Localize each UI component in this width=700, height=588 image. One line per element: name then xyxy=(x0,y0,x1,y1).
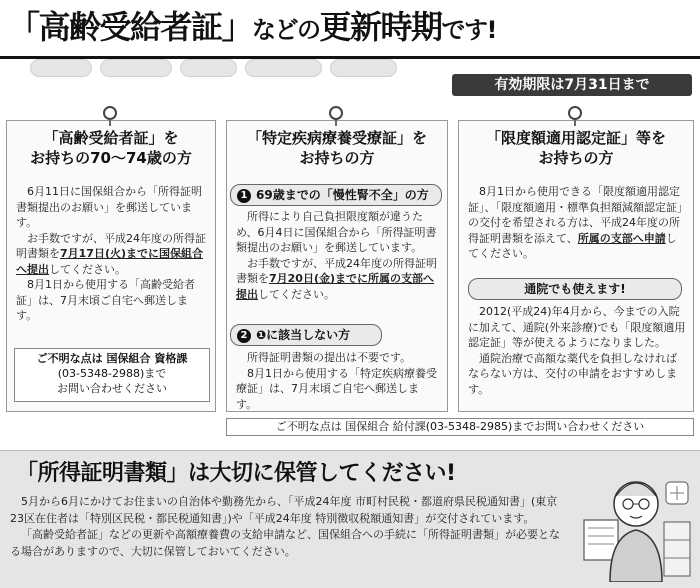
elderly-man-illustration xyxy=(580,462,696,582)
inquiry-line-3: お問い合わせください xyxy=(57,382,167,395)
cloud-shape xyxy=(180,59,237,77)
paragraph: 2012(平成24)年4月から、今までの入院に加えて、通院(外来診療)でも「限度額適用認定証」等が使えるようになりました。 xyxy=(468,305,686,349)
subheading-label: 69歳までの「慢性腎不全」の方 xyxy=(256,188,429,202)
heading-line-2: お持ちの方 xyxy=(299,149,375,167)
heading-line-1: 「特定疾病療養受療証」を xyxy=(246,129,427,147)
cloud-shape xyxy=(330,59,397,77)
binder-ring-icon xyxy=(568,106,582,120)
paragraph xyxy=(468,184,686,262)
deadline-emphasis: 7月20日(金)までに所属の支部へ提出 xyxy=(236,272,435,301)
subheading-2 xyxy=(230,324,382,346)
card-limit-certificate xyxy=(458,112,694,412)
card-elderly-certificate xyxy=(6,112,216,412)
title-main: 「高齢受給者証」 xyxy=(8,8,253,46)
outpatient-subheading: 通院でも使えます! xyxy=(468,278,682,300)
paragraph: 6月11日に国保組合から「所得証明書類提出のお願い」を郵送しています。 xyxy=(16,185,202,229)
subheading-label: ❶に該当しない方 xyxy=(256,328,351,342)
paragraph: 8月1日から使用する「高齢受給者証」は、7月末頃ご自宅へ郵送します。 xyxy=(16,278,195,322)
heading-line-1: 「限度額適用認定証」等を xyxy=(485,129,666,147)
paragraph: 所得により自己負担限度額が違うため、6月4日に国保組合から「所得証明書類提出のお願い」を郵送しています。 xyxy=(236,210,437,254)
card-heading xyxy=(466,128,686,168)
title-bold: 更新時期 xyxy=(319,8,442,46)
card-specific-disease xyxy=(226,112,448,412)
heading-line-1: 「高齢受給者証」を xyxy=(43,129,179,147)
paragraph xyxy=(16,231,206,278)
text-run: 8月1日から使用できる「限度額適用認定証」、「限度額適用・標準負担額減額認定証」の交付を希望される方は、平成24年度の所得証明書類を添えて、 xyxy=(468,185,683,245)
inquiry-line-1: ご不明な点は 国保組合 資格課 xyxy=(36,352,188,365)
page-title xyxy=(8,2,692,52)
bottom-title: 「所得証明書類」は大切に保管してください! xyxy=(16,461,456,486)
apply-emphasis: 所属の支部へ申請 xyxy=(577,231,666,245)
number-badge: 2 xyxy=(237,329,251,343)
card-body xyxy=(16,184,206,324)
number-badge: 1 xyxy=(237,189,251,203)
heading-line-2: お持ちの70〜74歳の方 xyxy=(30,149,192,167)
cloud-shape xyxy=(100,59,172,77)
paragraph: 5月から6月にかけてお住まいの自治体や勤務先から、「平成24年度 市町村民税・都道府県民税通知書」(東京23区在住者は「特別区民税・都民税通知書」)や「平成24年度 特別徴収税額通知書」が交付されています。 xyxy=(10,495,558,525)
title-bar xyxy=(0,0,700,59)
text-run: してください。 xyxy=(258,287,335,301)
card-body-2 xyxy=(468,304,686,397)
binder-ring-icon xyxy=(329,106,343,120)
text-run: してください。 xyxy=(49,262,126,276)
deadline-emphasis: 7月17日(火)までに国保組合へ提出 xyxy=(16,247,204,276)
inquiry-line-2: (03-5348-2988)まで xyxy=(57,367,167,380)
card-heading xyxy=(14,128,208,168)
heading-line-2: お持ちの方 xyxy=(538,149,614,167)
paragraph: 8月1日から使用する「特定疾病療養受療証」は、7月末頃ご自宅へ郵送します。 xyxy=(236,366,437,411)
deadline-badge: 有効期限は7月31日まで xyxy=(452,74,692,96)
paragraph: 通院治療で高額な薬代を負担しなければならない方は、交付の申請をおすすめします。 xyxy=(468,351,678,396)
cloud-decoration xyxy=(30,59,430,79)
card-heading xyxy=(234,128,440,168)
text-run: お手数ですが、平成24年度の所得証明書類を xyxy=(16,231,206,260)
card-body-1 xyxy=(236,209,440,302)
binder-ring-icon xyxy=(103,106,117,120)
paragraph: 所得証明書類の提出は不要です。 xyxy=(247,351,412,364)
paragraph xyxy=(236,256,440,303)
title-end: です! xyxy=(441,16,496,44)
paragraph: 「高齢受給者証」などの更新や高額療養費の支給申請など、国保組合への手続に「所得証明書類」が必要となる場合がありますので、大切に保管しておいてください。 xyxy=(10,528,560,558)
benefits-inquiry-box: ご不明な点は 国保組合 給付課(03-5348-2985)までお問い合わせください xyxy=(226,418,694,436)
cloud-shape xyxy=(30,59,92,77)
card-body-2 xyxy=(236,350,440,412)
card-body xyxy=(468,184,686,262)
title-mid: などの xyxy=(252,16,320,44)
inquiry-box xyxy=(14,348,210,402)
text-run: お手数ですが、平成24年度の所得証明書類を xyxy=(236,256,437,285)
cloud-shape xyxy=(245,59,322,77)
subheading-1 xyxy=(230,184,442,206)
text-run: してください。 xyxy=(468,231,677,260)
bottom-body xyxy=(10,494,570,560)
